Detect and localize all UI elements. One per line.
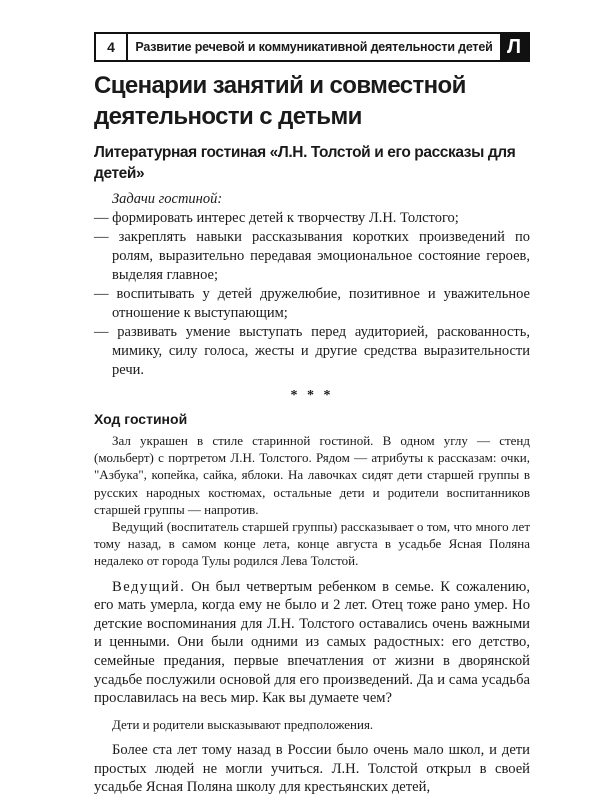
speaker-label: Ведущий. bbox=[112, 578, 186, 595]
speech-text: Он был четвертым ребенком в семье. К сожалению, его мать умерла, когда ему не было и 2 лет. Отец тоже рано умер. Но детские воспоминания для Л.Н. Толстого оставались очень важными и ценными. Они были одними из самых радостных: его детство, семейные предания, первые впечатления от жизни в дворянской усадьбе послужили основой для его произведений. Да и сама усадьба прославилась на весь мир. Как вы думаете чем? bbox=[94, 578, 530, 707]
publisher-logo: Л bbox=[500, 34, 528, 60]
list-item: — закреплять навыки рассказывания коротких произведений по ролям, выразительно передавая эмоциональное состояние героев, выделяя главное; bbox=[94, 229, 530, 283]
section-separator: * * * bbox=[290, 388, 334, 403]
running-header-title: Развитие речевой и коммуникативной деятельности детей bbox=[135, 40, 493, 54]
paragraph-school: Более ста лет тому назад в России было очень мало школ, и дети простых людей не могли учиться. Л.Н. Толстой открыл в своей усадьбе Ясная Поляна школу для крестьянских детей, bbox=[94, 741, 530, 796]
paragraph-host-intro: Ведущий (воспитатель старшей группы) рассказывает о том, что много лет тому назад, в самом конце лета, конце августа в усадьбе Ясная Поляна недалеко от города Тулы родился Лева Толстой. bbox=[94, 519, 530, 569]
subsection-title: Литературная гостиная «Л.Н. Толстой и его рассказы для детей» bbox=[94, 144, 516, 182]
paragraph-host-speech bbox=[94, 578, 530, 708]
course-heading: Ход гостиной bbox=[94, 411, 188, 427]
running-header bbox=[94, 32, 530, 62]
list-item: — развивать умение выступать перед аудиторией, раскованность, мимику, силу голоса, жесты и другие средства выразительности речи. bbox=[94, 324, 530, 378]
paragraph-setting: Зал украшен в стиле старинной гостиной. В одном углу — стенд (мольберт) с портретом Л.Н. Толстого. Рядом — атрибуты к рассказам: очки, "Азбука", копейка, сайка, яблоки. На лавочках сидят дети старшей группы в русских народных костюмах, остальные дети и родители воспитанников старшей группы — напротив. bbox=[94, 433, 530, 517]
goals-heading: Задачи гостиной: bbox=[112, 191, 223, 207]
page-content bbox=[94, 70, 530, 797]
goals-list bbox=[94, 209, 530, 380]
list-item: — воспитывать у детей дружелюбие, позитивное и уважительное отношение к выступающим; bbox=[94, 286, 530, 321]
list-item: — формировать интерес детей к творчеству Л.Н. Толстого; bbox=[94, 210, 459, 226]
paragraph-stage-direction: Дети и родители высказывают предположения. bbox=[112, 716, 374, 732]
page-number: 4 bbox=[96, 34, 128, 60]
section-title: Сценарии занятий и совместной деятельности с детьми bbox=[94, 72, 466, 130]
